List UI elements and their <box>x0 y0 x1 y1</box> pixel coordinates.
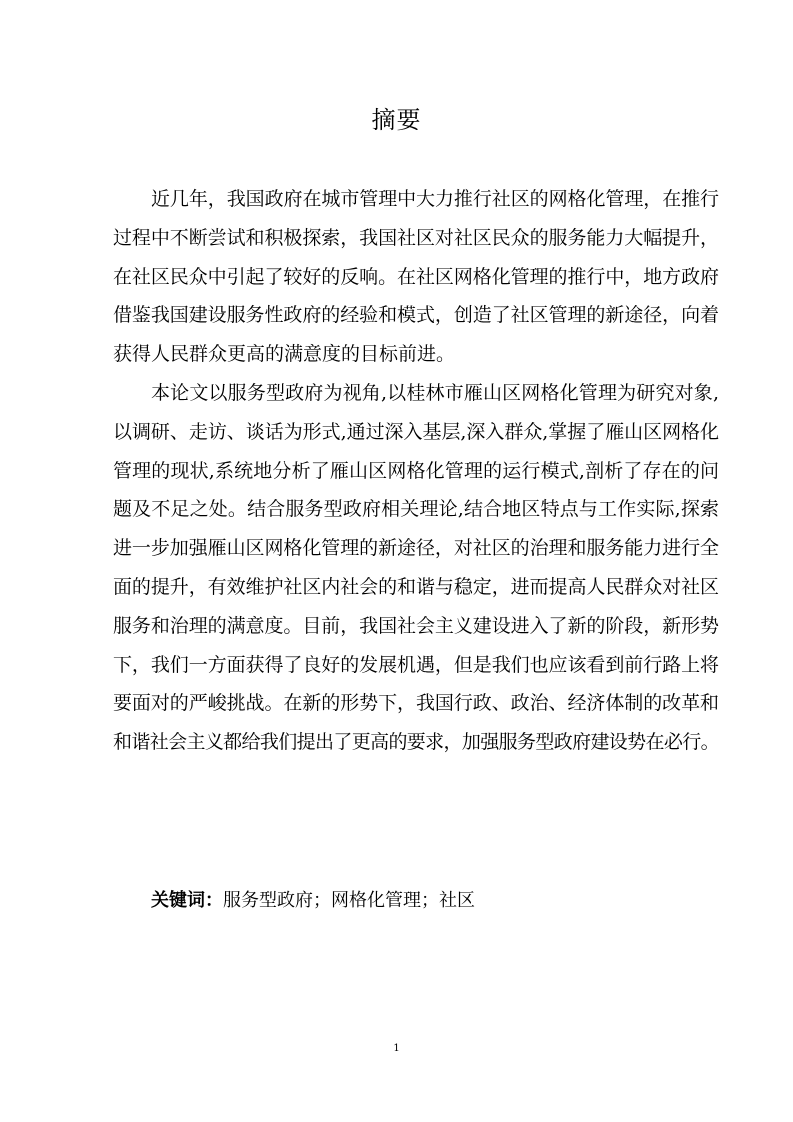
paragraph-2-line-3: 管理的现状,系统地分析了雁山区网格化管理的运行模式,剖析了存在的问 <box>113 459 719 482</box>
paragraph-2-line-2: 以调研、走访、谈话为形式,通过深入基层,深入群众,掌握了雁山区网格化 <box>113 420 719 443</box>
paragraph-1-line-5: 获得人民群众更高的满意度的目标前进。 <box>113 343 456 366</box>
paragraph-2-line-1: 本论文以服务型政府为视角,以桂林市雁山区网格化管理为研究对象, <box>151 381 719 404</box>
paragraph-2-line-7: 服务和治理的满意度。目前，我国社会主义建设进入了新的阶段，新形势 <box>113 614 719 637</box>
keywords-label: 关键词： <box>151 890 223 911</box>
page-number: 1 <box>393 1043 400 1054</box>
paragraph-1-line-3: 在社区民众中引起了较好的反响。在社区网格化管理的推行中，地方政府 <box>113 265 719 288</box>
paragraph-2-line-4: 题及不足之处。结合服务型政府相关理论,结合地区特点与工作实际,探索 <box>113 498 719 521</box>
paragraph-2-line-8: 下，我们一方面获得了良好的发展机遇，但是我们也应该看到前行路上将 <box>113 653 719 676</box>
abstract-title: 摘要 <box>371 106 422 134</box>
abstract-body <box>113 180 719 762</box>
keywords-value: 服务型政府；网格化管理；社区 <box>223 890 475 911</box>
paragraph-2-line-10: 和谐社会主义都给我们提出了更高的要求，加强服务型政府建设势在必行。 <box>113 731 719 754</box>
paragraph-2-line-5: 进一步加强雁山区网格化管理的新途径，对社区的治理和服务能力进行全 <box>113 537 719 560</box>
paragraph-2-line-6: 面的提升，有效维护社区内社会的和谐与稳定，进而提高人民群众对社区 <box>113 575 719 598</box>
paragraph-1-line-1: 近几年，我国政府在城市管理中大力推行社区的网格化管理，在推行 <box>151 188 719 210</box>
paragraph-1-line-4: 借鉴我国建设服务性政府的经验和模式，创造了社区管理的新途径，向着 <box>113 304 719 327</box>
keywords-line <box>151 887 475 915</box>
paragraph-1-line-2: 过程中不断尝试和积极探索，我国社区对社区民众的服务能力大幅提升， <box>113 226 719 249</box>
paragraph-2-line-9: 要面对的严峻挑战。在新的形势下，我国行政、政治、经济体制的改革和 <box>113 692 719 715</box>
